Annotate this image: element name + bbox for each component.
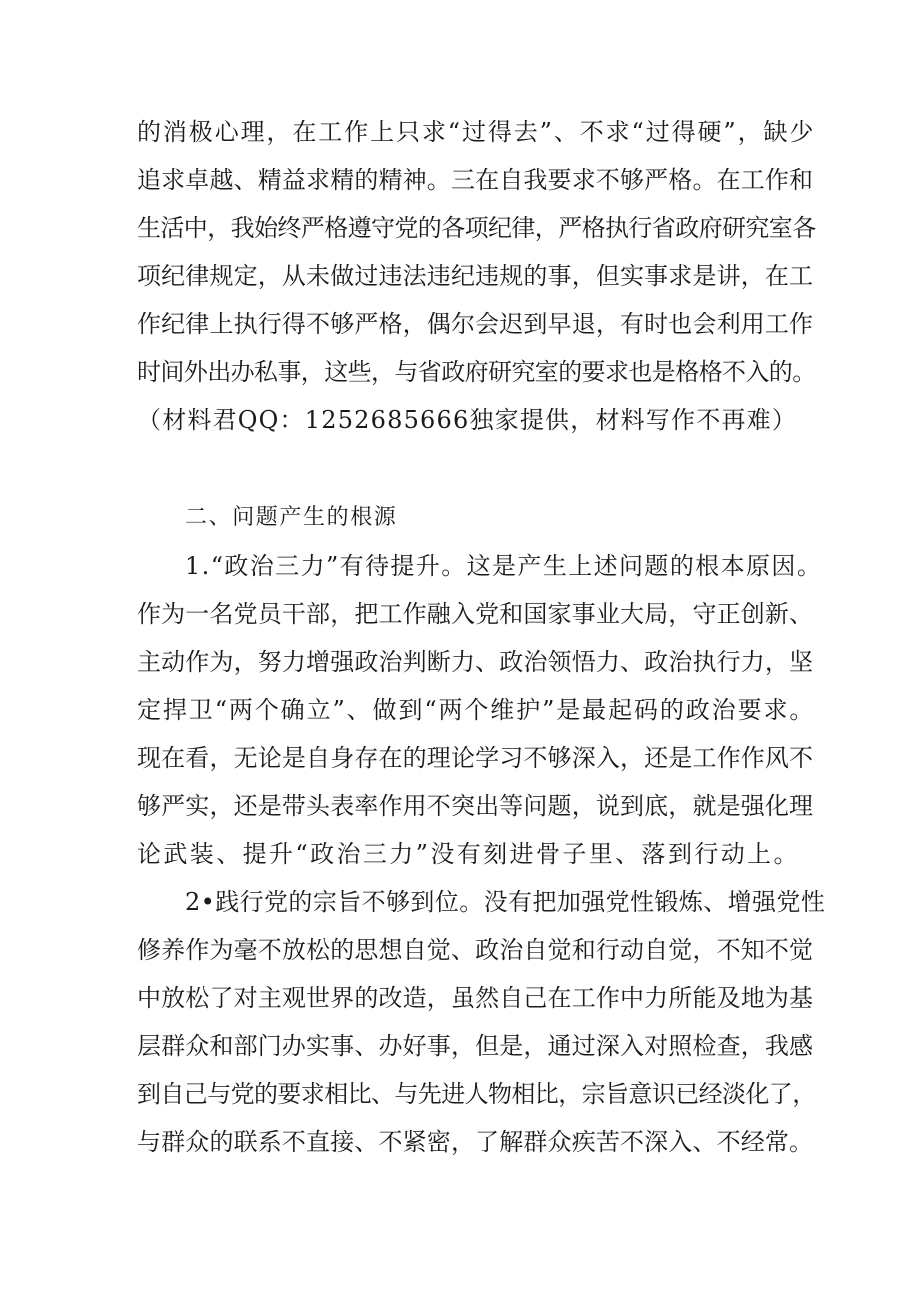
paragraph-1-line-7: （材料君QQ：1252685666独家提供，材料写作不再难） <box>137 406 798 434</box>
section-heading: 二、问题产生的根源 <box>185 505 398 530</box>
paragraph-2-line-1: 1.“政治三力”有待提升。这是产生上述问题的根本原因。 <box>185 552 823 580</box>
paragraph-2-line-7: 论武装、提升“政治三力”没有刻进骨子里、落到行动上。 <box>137 840 800 868</box>
paragraph-2-line-3: 主动作为，努力增强政治判断力、政治领悟力、政治执行力，坚 <box>137 648 814 676</box>
paragraph-1-line-6: 时间外出办私事，这些，与省政府研究室的要求也是格格不入的。 <box>137 358 816 386</box>
paragraph-1-line-4: 项纪律规定，从未做过违法违纪违规的事，但实事求是讲，在工 <box>137 262 814 290</box>
paragraph-3-line-4: 层群众和部门办实事、办好事，但是，通过深入对照检查，我感 <box>137 1032 814 1060</box>
paragraph-1-line-1: 的消极心理，在工作上只求“过得去”、不求“过得硬”，缺少 <box>137 118 816 146</box>
paragraph-1-line-2: 追求卓越、精益求精的精神。三在自我要求不够严格。在工作和 <box>137 166 814 194</box>
paragraph-1-line-3: 生活中，我始终严格遵守党的各项纪律，严格执行省政府研究室各 <box>137 214 816 242</box>
paragraph-1-line-5: 作纪律上执行得不够严格，偶尔会迟到早退，有时也会利用工作 <box>137 310 814 338</box>
paragraph-3-line-2: 修养作为毫不放松的思想自觉、政治自觉和行动自觉，不知不觉 <box>137 936 814 964</box>
paragraph-2-line-2: 作为一名党员干部，把工作融入党和国家事业大局，守正创新、 <box>137 600 814 628</box>
paragraph-2-line-6: 够严实，还是带头表率作用不突出等问题，说到底，就是强化理 <box>137 792 814 820</box>
paragraph-3-line-1: 2•践行党的宗旨不够到位。没有把加强党性锻炼、增强党性 <box>185 888 826 916</box>
paragraph-3-line-3: 中放松了对主观世界的改造，虽然自己在工作中力所能及地为基 <box>137 984 814 1012</box>
paragraph-2-line-5: 现在看，无论是自身存在的理论学习不够深入，还是工作作风不 <box>137 744 814 772</box>
paragraph-3-line-6: 与群众的联系不直接、不紧密，了解群众疾苦不深入、不经常。 <box>137 1128 814 1156</box>
paragraph-3-line-5: 到自己与党的要求相比、与先进人物相比，宗旨意识已经淡化了， <box>137 1080 816 1108</box>
paragraph-2-line-4: 定捍卫“两个确立”、做到“两个维护”是最起码的政治要求。 <box>137 696 816 724</box>
